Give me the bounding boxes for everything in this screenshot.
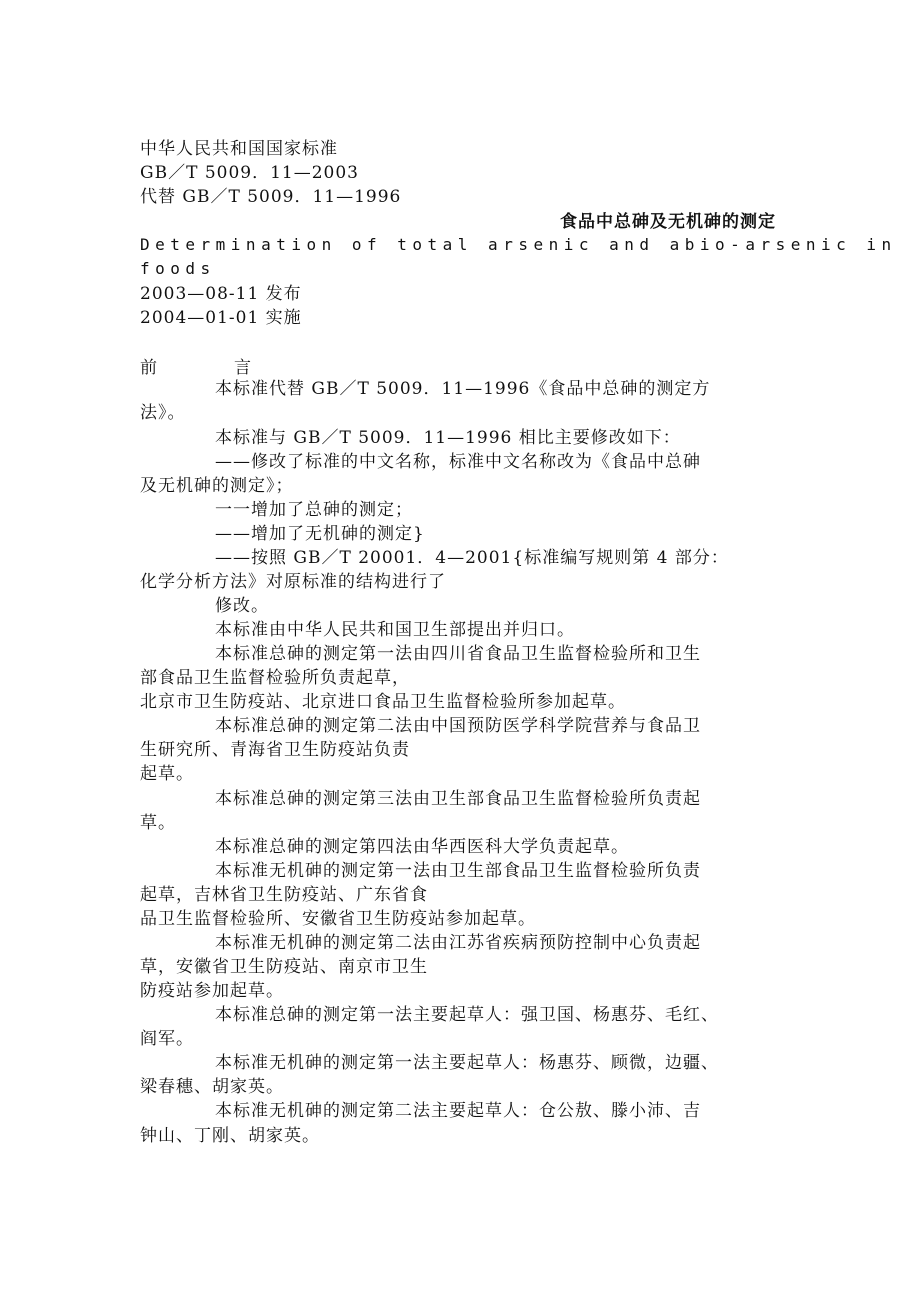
preface-line: ——修改了标准的中文名称，标准中文名称改为《食品中总砷 — [215, 452, 701, 472]
preface-heading-1: 前 — [140, 358, 157, 378]
issued-date: 2003—08-11 发布 — [140, 284, 302, 304]
preface-line: 本标准无机砷的测定第二法主要起草人：仓公敖、滕小沛、吉 — [215, 1101, 701, 1121]
preface-line: 起草，吉林省卫生防疫站、广东省食 — [140, 885, 428, 905]
preface-line: 本标准总砷的测定第三法由卫生部食品卫生监督检验所负责起 — [215, 789, 701, 809]
standard-code: GB／T 5009．11—2003 — [140, 163, 359, 183]
preface-line: 法》。 — [140, 403, 186, 423]
preface-line: 本标准与 GB／T 5009．11—1996 相比主要修改如下： — [215, 428, 681, 448]
preface-line: 本标准总砷的测定第二法由中国预防医学科学院营养与食品卫 — [215, 716, 701, 736]
org-line: 中华人民共和国国家标准 — [140, 139, 338, 159]
preface-line: 阎军。 — [140, 1029, 194, 1049]
preface-line: 本标准总砷的测定第四法由华西医科大学负责起草。 — [215, 837, 629, 857]
preface-line: 北京市卫生防疫站、北京进口食品卫生监督检验所参加起草。 — [140, 692, 626, 712]
preface-line: 品卫生监督检验所、安徽省卫生防疫站参加起草。 — [140, 909, 536, 929]
preface-line: 本标准总砷的测定第一法由四川省食品卫生监督检验所和卫生 — [215, 644, 701, 664]
preface-line: 本标准无机砷的测定第二法由江苏省疾病预防控制中心负责起 — [215, 933, 701, 953]
effective-date: 2004—01-01 实施 — [140, 308, 302, 328]
preface-line: 本标准无机砷的测定第一法由卫生部食品卫生监督检验所负责 — [215, 861, 701, 881]
preface-line: 部食品卫生监督检验所负责起草， — [140, 668, 410, 688]
preface-line: 草，安徽省卫生防疫站、南京市卫生 — [140, 957, 428, 977]
preface-line: 防疫站参加起草。 — [140, 981, 284, 1001]
preface-line: 生研究所、青海省卫生防疫站负责 — [140, 740, 410, 760]
preface-line: 本标准总砷的测定第一法主要起草人：强卫国、杨惠芬、毛红、 — [215, 1005, 719, 1025]
preface-line: 钟山、丁刚、胡家英。 — [140, 1126, 320, 1146]
preface-heading-2: 言 — [234, 358, 251, 378]
preface-line: 一一增加了总砷的测定； — [215, 500, 413, 520]
title-cn: 食品中总砷及无机砷的测定 — [560, 212, 776, 232]
preface-line: 本标准代替 GB／T 5009．11—1996《食品中总砷的测定方 — [215, 379, 711, 399]
preface-line: 起草。 — [140, 764, 194, 784]
preface-line: 及无机砷的测定》； — [140, 476, 294, 496]
preface-line: 草。 — [140, 813, 176, 833]
title-en-line-2: foods — [140, 259, 216, 278]
title-en-line-1: Determination of total arsenic and abio-arsenic in — [140, 235, 897, 254]
preface-line: 梁春穗、胡家英。 — [140, 1077, 284, 1097]
preface-line: 化学分析方法》对原标准的结构进行了 — [140, 572, 446, 592]
preface-line: ——增加了无机砷的测定} — [215, 524, 425, 544]
preface-line: 修改。 — [215, 596, 269, 616]
preface-line: ——按照 GB／T 20001．4—2001{标准编写规则第 4 部分： — [215, 548, 729, 568]
preface-line: 本标准由中华人民共和国卫生部提出并归口。 — [215, 620, 575, 640]
preface-line: 本标准无机砷的测定第一法主要起草人：杨惠芬、顾微，边疆、 — [215, 1053, 719, 1073]
replaces-line: 代替 GB／T 5009．11—1996 — [140, 187, 402, 207]
